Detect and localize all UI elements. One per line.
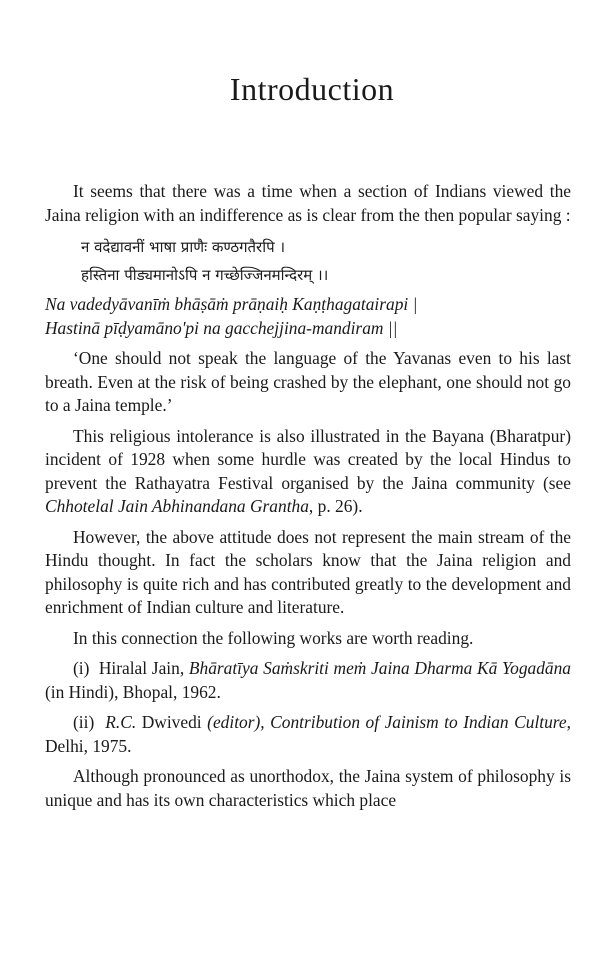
reference-2-number: (ii) xyxy=(73,712,95,732)
paragraph-intolerance xyxy=(45,425,571,519)
chapter-title: Introduction xyxy=(229,71,395,108)
transliteration-line-2: Hastinā pīḍyamāno'pi na gacchejjina-mandiram || xyxy=(45,317,398,338)
reference-1-number: (i) xyxy=(73,658,90,678)
reference-item-1 xyxy=(45,657,571,704)
sanskrit-line-1: न वदेद्यावनीं भाषा प्राणैः कण्ठगतैरपि । xyxy=(81,238,286,256)
sanskrit-verse xyxy=(81,233,571,289)
paragraph-translation: ‘One should not speak the language of the Yavanas even to his last breath. Even at the risk of being crashed by the elephant, one should not go to a Jaina temple.’ xyxy=(45,348,571,415)
reference-1-title: Bhāratīya Saṁskriti meṁ Jaina Dharma Kā Yogadāna xyxy=(188,658,571,678)
paragraph-attitude: However, the above attitude does not represent the main stream of the Hindu thought. In fact the scholars know that the Jaina religion and philosophy is quite rich and has contributed greatly to the development and enrichment of Indian culture and literature. xyxy=(45,526,571,617)
paragraph-unorthodox: Although pronounced as unorthodox, the Jaina system of philosophy is unique and has its own characteristics which place xyxy=(45,766,571,810)
reference-1-author: Hiralal Jain, xyxy=(98,658,189,678)
transliteration-line-1: Na vadedyāvanīṁ bhāṣāṁ prāṇaiḥ Kaṇṭhagatairapi | xyxy=(45,294,418,314)
reference-item-2 xyxy=(45,711,571,758)
reference-2-title: (editor), Contribution of Jainism to Indian Culture xyxy=(207,712,567,732)
intolerance-source-title: Chhotelal Jain Abhinandana Grantha xyxy=(45,496,309,516)
reference-2-publication: , Delhi, 1975. xyxy=(45,712,572,756)
intolerance-text: This religious intolerance is also illustrated in the Bayana (Bharatpur) incident of 1928 when some hurdle was created by the local Hindus to prevent the Rathayatra Festival organised by the Jaina community (see xyxy=(45,425,571,493)
reference-2-author: Dwivedi xyxy=(136,712,208,732)
chapter-body xyxy=(45,180,571,812)
sanskrit-line-2: हस्तिना पीड्यमानोऽपि न गच्छेज्जिनमन्दिरम् ।। xyxy=(81,266,329,284)
intolerance-source-page: , p. 26). xyxy=(308,496,363,516)
paragraph-intro: It seems that there was a time when a section of Indians viewed the Jaina religion with an indifference as is clear from the then popular saying : xyxy=(45,181,571,225)
reference-1-publication: (in Hindi), Bhopal, 1962. xyxy=(45,681,221,702)
paragraph-works: In this connection the following works are worth reading. xyxy=(73,627,474,648)
transliteration xyxy=(45,293,571,340)
reference-2-author-initials: R.C. xyxy=(105,712,137,732)
